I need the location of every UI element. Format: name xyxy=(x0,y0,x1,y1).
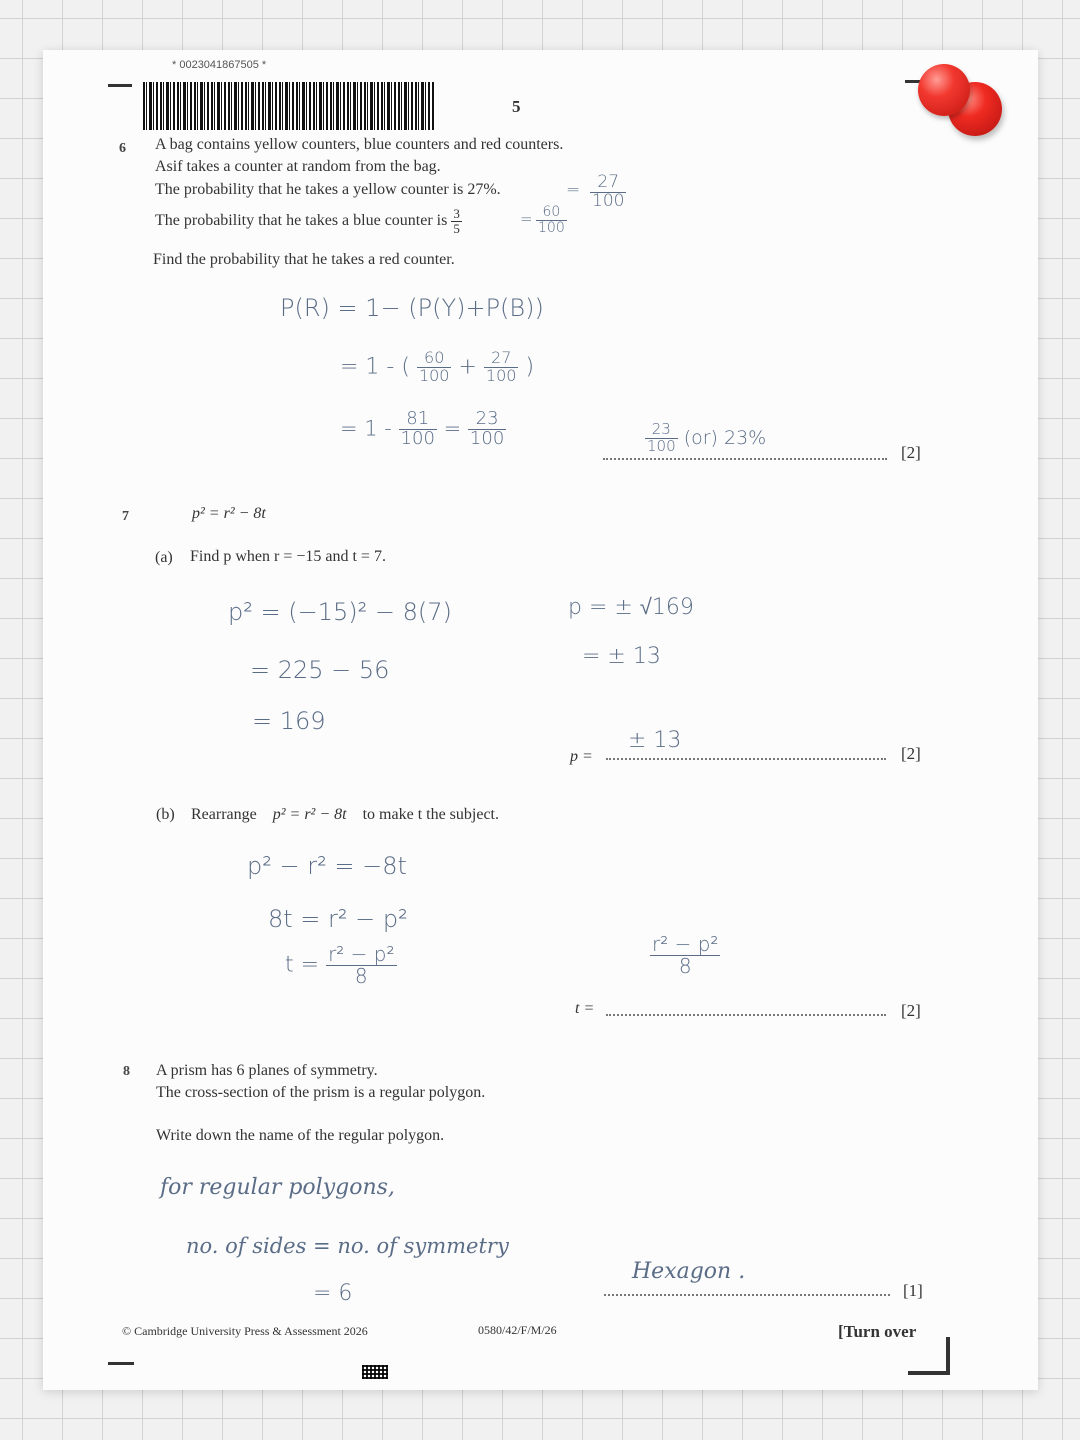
barcode xyxy=(143,82,435,130)
q6-answer-line xyxy=(603,458,887,460)
q7a-working-line-4: p = ± √169 xyxy=(568,595,694,620)
crop-mark-bottom-right xyxy=(908,1337,950,1375)
q6-blue-fraction: $\frac{3}{5}$ xyxy=(453,206,460,236)
q6-yellow-handwritten-equals: = xyxy=(566,180,581,200)
q8-answer: Hexagon . xyxy=(632,1259,746,1284)
q6-blue-handwritten-equals: = xyxy=(520,210,533,228)
barcode-number: * 0023041867505 * xyxy=(172,59,267,71)
crop-mark-top-left xyxy=(108,84,132,87)
q7b-working-line-1: p² − r² = −8t xyxy=(247,852,407,880)
question-7-equation: p² = r² − 8t xyxy=(192,505,266,522)
question-7b-label: (b) xyxy=(156,806,175,823)
question-7a-text: Find p when r = −15 and t = 7. xyxy=(190,548,386,565)
footer-copyright: © Cambridge University Press & Assessment 2026 xyxy=(122,1324,368,1338)
footer-turn-over: [Turn over xyxy=(838,1322,917,1341)
question-6-line-1: A bag contains yellow counters, blue counters and red counters. xyxy=(155,136,564,153)
q8-working-line-3: = 6 xyxy=(313,1281,353,1306)
q7b-answer-line xyxy=(606,1014,886,1016)
q6-blue-handwritten-fraction: $\frac{60}{100}$ xyxy=(538,204,565,236)
q7a-answer-line xyxy=(606,758,886,760)
q7b-marks: [2] xyxy=(901,1001,921,1020)
question-8-number: 8 xyxy=(123,1064,130,1079)
question-8-line-2: The cross-section of the prism is a regular polygon. xyxy=(156,1084,486,1101)
q7a-working-line-3: = 169 xyxy=(252,707,326,735)
q6-yellow-handwritten-fraction: $\frac{27}{100}$ xyxy=(592,172,625,211)
pushpin-top-icon xyxy=(918,64,970,116)
q7a-answer: ± 13 xyxy=(628,728,682,753)
q7b-answer-label: t = xyxy=(575,1000,595,1017)
q6-working-line-1: P(R) = 1− (P(Y)+P(B)) xyxy=(280,294,544,322)
q8-working-line-1: for regular polygons, xyxy=(160,1175,395,1200)
q8-answer-line xyxy=(604,1294,890,1296)
question-6-find: Find the probability that he takes a red counter. xyxy=(153,251,455,268)
question-6-line-3: The probability that he takes a yellow counter is 27%. xyxy=(155,181,501,198)
q8-marks: [1] xyxy=(903,1281,923,1300)
page-number: 5 xyxy=(512,97,521,116)
q6-blue-text: The probability that he takes a blue counter is xyxy=(155,211,448,229)
question-8-line-3: Write down the name of the regular polygon. xyxy=(156,1127,445,1144)
crop-mark-bottom-left xyxy=(108,1362,134,1365)
qr-code-icon xyxy=(362,1365,388,1379)
question-6-line-2: Asif takes a counter at random from the bag. xyxy=(155,158,441,175)
q6-working-line-2: = 1 - ( $\frac{60}{100}$ + $\frac{27}{100}$ ) xyxy=(340,348,535,385)
question-7b-text: Rearrange p² = r² − 8t to make t the subject. xyxy=(191,806,499,823)
q7b-answer: $\frac{\text{r² − p²}}{8}$ xyxy=(652,932,719,978)
q7a-working-line-5: = ± 13 xyxy=(582,644,661,669)
q6-working-line-3: = 1 - $\frac{81}{100}$ = $\frac{23}{100}$ xyxy=(340,408,505,449)
q6-marks: [2] xyxy=(901,443,921,462)
q8-working-line-2: no. of sides = no. of symmetry xyxy=(186,1234,509,1258)
q7a-working-line-1: p² = (−15)² − 8(7) xyxy=(228,598,452,626)
question-6-line-4 xyxy=(155,207,462,235)
question-6-number: 6 xyxy=(119,141,126,156)
q7b-working-line-3: t = $\frac{\text{r² − p²}}{8}$ xyxy=(285,942,395,988)
footer-paper-code: 0580/42/F/M/26 xyxy=(478,1323,557,1337)
q7a-working-line-2: = 225 − 56 xyxy=(250,656,390,684)
q7a-marks: [2] xyxy=(901,744,921,763)
question-8-line-1: A prism has 6 planes of symmetry. xyxy=(156,1062,378,1079)
question-7-number: 7 xyxy=(122,509,129,524)
q7b-working-line-2: 8t = r² − p² xyxy=(268,905,408,933)
q6-answer: $\frac{23}{100}$ (or) 23% xyxy=(647,420,767,455)
question-7a-label: (a) xyxy=(155,549,173,566)
q7a-answer-label: p = xyxy=(570,748,593,765)
